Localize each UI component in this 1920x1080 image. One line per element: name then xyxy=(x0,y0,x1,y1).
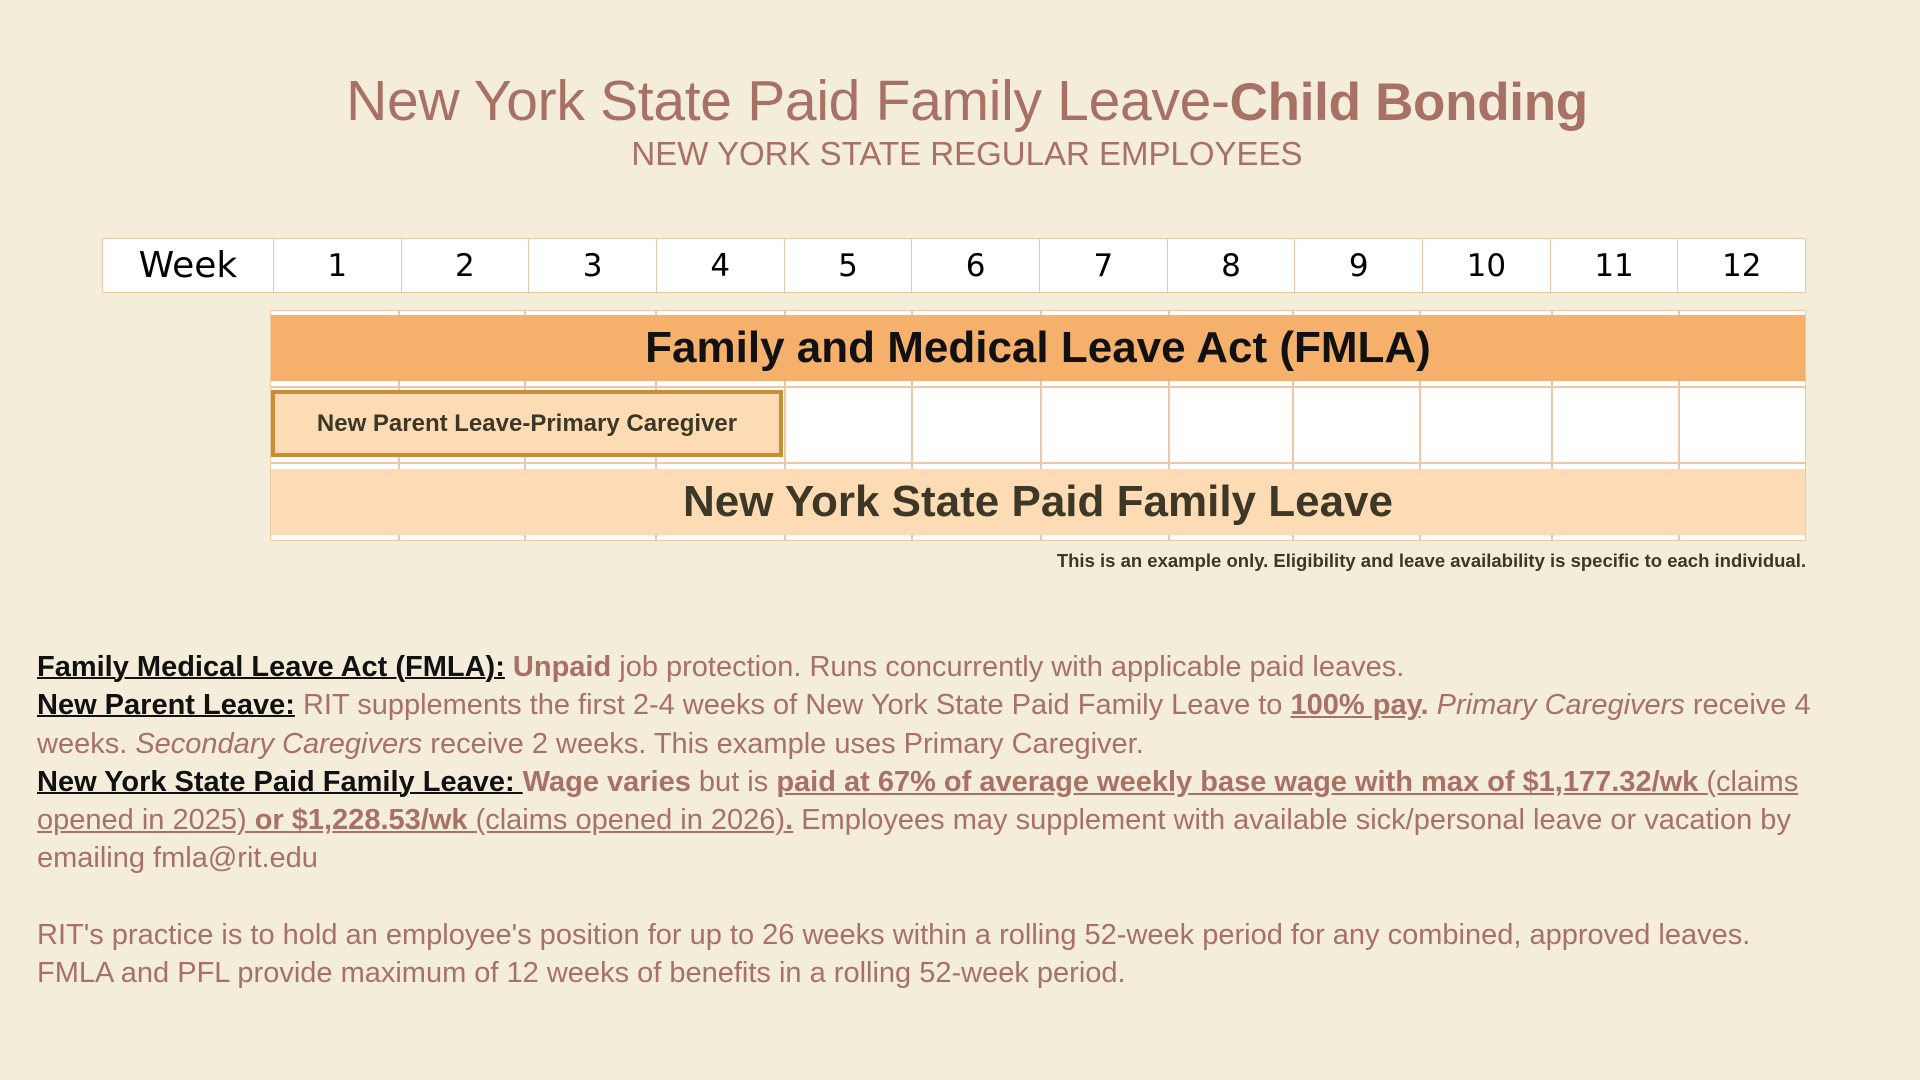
week-cell: 1 xyxy=(273,239,401,292)
week-cell: 11 xyxy=(1550,239,1678,292)
position-note: RIT's practice is to hold an employee's position for up to 26 weeks within a rolling 52-week period for any combined, approved leaves. xyxy=(37,919,1751,952)
disclaimer: This is an example only. Eligibility and leave availability is specific to each individual. xyxy=(1056,550,1806,571)
pfl-detail-label: New York State Paid Family Leave xyxy=(37,765,505,798)
details-section xyxy=(37,648,1897,993)
npl-text: RIT supplements the first 2-4 weeks of New York State Paid Family Leave to xyxy=(294,689,1291,722)
pfl-claims-2025: (claims opened in 2025) xyxy=(37,765,1799,837)
npl-detail xyxy=(37,686,1897,763)
spacer xyxy=(37,878,1897,916)
week-cell: 2 xyxy=(401,239,529,292)
benefits-note: FMLA and PFL provide maximum of 12 weeks of benefits in a rolling 52-week period. xyxy=(37,957,1126,990)
npl-detail-label: New Parent Leave: xyxy=(37,689,295,722)
page-title xyxy=(0,68,1920,136)
week-label: Week xyxy=(138,245,238,286)
pfl-detail xyxy=(37,763,1897,878)
pfl-period: . xyxy=(785,804,794,837)
pfl-claims-2026: (claims opened in 2026) xyxy=(467,804,786,837)
week-cell: 8 xyxy=(1167,239,1295,292)
week-cell: 3 xyxy=(528,239,656,292)
npl-dot: . xyxy=(1420,689,1437,722)
npl-secondary: Secondary Caregivers xyxy=(135,727,423,760)
week-cell: 10 xyxy=(1422,239,1550,292)
title-main: New York State Paid Family Leave- xyxy=(346,69,1230,133)
fmla-detail-label: Family Medical Leave Act (FMLA): xyxy=(37,651,505,683)
pfl-rate-2025: paid at 67% of average weekly base wage with max of $1,177.32/wk xyxy=(776,765,1707,798)
week-cell: 6 xyxy=(911,239,1039,292)
pfl-rate-2026: or $1,228.53/wk xyxy=(254,804,468,837)
fmla-detail xyxy=(37,648,1897,686)
page-subtitle: NEW YORK STATE REGULAR EMPLOYEES xyxy=(631,135,1303,172)
title-emphasis: Child Bonding xyxy=(1229,73,1588,132)
week-header-row xyxy=(102,238,1806,293)
npl-pay: 100% pay xyxy=(1290,689,1421,722)
npl-text: receive 2 weeks. This example uses Primary Caregiver. xyxy=(422,727,1144,760)
pfl-bar: New York State Paid Family Leave xyxy=(271,469,1805,535)
pfl-colon: : xyxy=(504,765,523,798)
fmla-bar: Family and Medical Leave Act (FMLA) xyxy=(271,315,1805,381)
leave-timeline-grid xyxy=(270,310,1806,541)
new-parent-leave-bar: New Parent Leave-Primary Caregiver xyxy=(271,390,783,457)
grid-row-divider xyxy=(271,386,1805,388)
week-cell: 9 xyxy=(1294,239,1422,292)
fmla-unpaid: Unpaid xyxy=(512,651,612,683)
week-cell: 7 xyxy=(1039,239,1167,292)
grid-row-divider xyxy=(271,462,1805,464)
week-cell: 5 xyxy=(784,239,912,292)
pfl-text: Employees may supplement with available sick/personal leave or vacation by emailing fmla@rit.edu xyxy=(37,804,1791,875)
pfl-text: but is xyxy=(690,765,777,798)
fmla-detail-text: job protection. Runs concurrently with applicable paid leaves. xyxy=(611,651,1405,683)
pfl-wage-varies: Wage varies xyxy=(522,765,691,798)
week-cell: 12 xyxy=(1677,239,1805,292)
week-cell: 4 xyxy=(656,239,784,292)
npl-text: receive 4 weeks. xyxy=(37,689,1811,760)
npl-primary: Primary Caregivers xyxy=(1436,689,1685,722)
